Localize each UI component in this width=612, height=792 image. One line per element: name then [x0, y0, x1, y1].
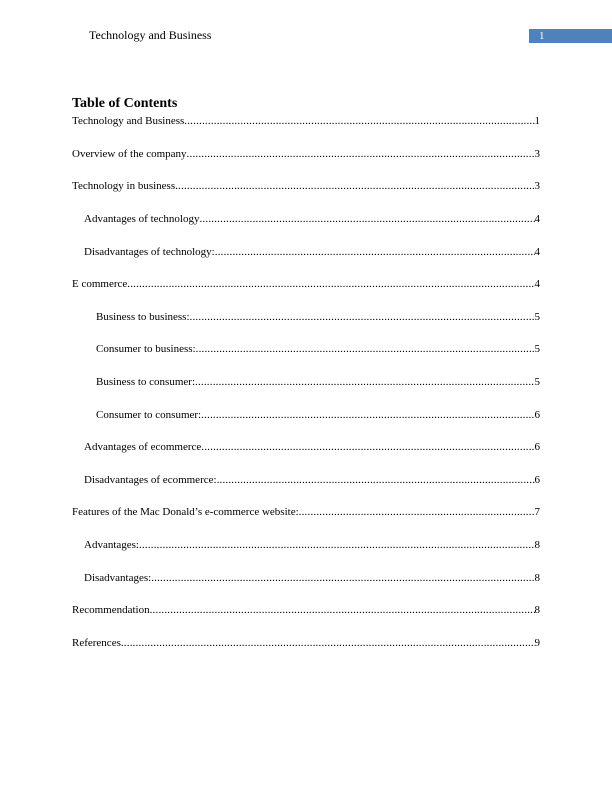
- toc-entry-page: 5: [534, 311, 540, 323]
- dot-leader: [190, 310, 535, 324]
- toc-entry-title: Features of the Mac Donald’s e-commerce website:: [72, 506, 299, 518]
- dot-leader: [187, 147, 535, 161]
- toc-entry-title: E commerce: [72, 278, 128, 290]
- dot-leader: [195, 375, 535, 389]
- toc-entry[interactable]: [72, 179, 540, 193]
- dot-leader: [217, 473, 535, 487]
- toc-entry-page: 8: [534, 539, 540, 551]
- toc-entry-page: 3: [534, 180, 540, 192]
- running-header-title: Technology and Business: [89, 28, 212, 42]
- dot-leader: [215, 245, 535, 259]
- dot-leader: [199, 212, 534, 226]
- toc-entry-page: 4: [534, 278, 540, 290]
- toc-entry-page: 8: [534, 572, 540, 584]
- toc-entry-title: Technology and Business: [72, 115, 185, 127]
- dot-leader: [121, 636, 535, 650]
- toc-entry[interactable]: [72, 505, 540, 519]
- dot-leader: [175, 179, 534, 193]
- dot-leader: [184, 114, 534, 128]
- toc-entry-page: 4: [534, 213, 540, 225]
- page-number: 1: [539, 30, 545, 42]
- dot-leader: [150, 603, 535, 617]
- toc-entry-title: Advantages of ecommerce: [84, 441, 202, 453]
- toc-entry-page: 6: [534, 474, 540, 486]
- toc-entry[interactable]: [96, 310, 540, 324]
- dot-leader: [196, 342, 535, 356]
- dot-leader: [139, 538, 535, 552]
- dot-leader: [201, 440, 534, 454]
- toc-entry[interactable]: [84, 538, 540, 552]
- toc-entry-page: 4: [534, 246, 540, 258]
- toc-entry-title: Overview of the company: [72, 148, 187, 160]
- dot-leader: [299, 505, 535, 519]
- toc-entry[interactable]: [84, 571, 540, 585]
- toc-entry[interactable]: [84, 440, 540, 454]
- toc-entry[interactable]: [96, 342, 540, 356]
- toc-entry-title: Business to consumer:: [96, 376, 195, 388]
- toc-entry-title: Disadvantages of technology:: [84, 246, 215, 258]
- dot-leader: [201, 408, 534, 422]
- toc-entry[interactable]: [96, 375, 540, 389]
- toc-entry-title: Advantages of technology: [84, 213, 200, 225]
- toc-entry-title: Consumer to consumer:: [96, 409, 202, 421]
- toc-entry-page: 5: [534, 343, 540, 355]
- dot-leader: [151, 571, 534, 585]
- toc-entry-title: Disadvantages:: [84, 572, 152, 584]
- toc-entry-page: 5: [534, 376, 540, 388]
- toc-entry-page: 3: [534, 148, 540, 160]
- toc-entry-title: Disadvantages of ecommerce:: [84, 474, 217, 486]
- toc-entry-page: 1: [534, 115, 540, 127]
- toc-entry[interactable]: [84, 473, 540, 487]
- toc-heading: Table of Contents: [72, 96, 178, 111]
- toc-entry-title: Consumer to business:: [96, 343, 196, 355]
- toc-entry-title: Recommendation: [72, 604, 150, 616]
- toc-entry-title: References: [72, 637, 121, 649]
- dot-leader: [127, 277, 534, 291]
- toc-entry[interactable]: [84, 212, 540, 226]
- toc-entry-page: 6: [534, 441, 540, 453]
- toc-entry[interactable]: [72, 277, 540, 291]
- toc-entry-title: Technology in business: [72, 180, 176, 192]
- toc-entry[interactable]: [84, 245, 540, 259]
- toc-entry[interactable]: [72, 114, 540, 128]
- toc-entry-title: Advantages:: [84, 539, 139, 551]
- toc-entry-page: 9: [534, 637, 540, 649]
- toc-entry-page: 6: [534, 409, 540, 421]
- toc-entry[interactable]: [72, 603, 540, 617]
- toc-entry-page: 8: [534, 604, 540, 616]
- toc-entry-page: 7: [534, 506, 540, 518]
- toc-entry[interactable]: [96, 408, 540, 422]
- toc-entry[interactable]: [72, 147, 540, 161]
- toc-entry-title: Business to business:: [96, 311, 190, 323]
- toc-entry[interactable]: [72, 636, 540, 650]
